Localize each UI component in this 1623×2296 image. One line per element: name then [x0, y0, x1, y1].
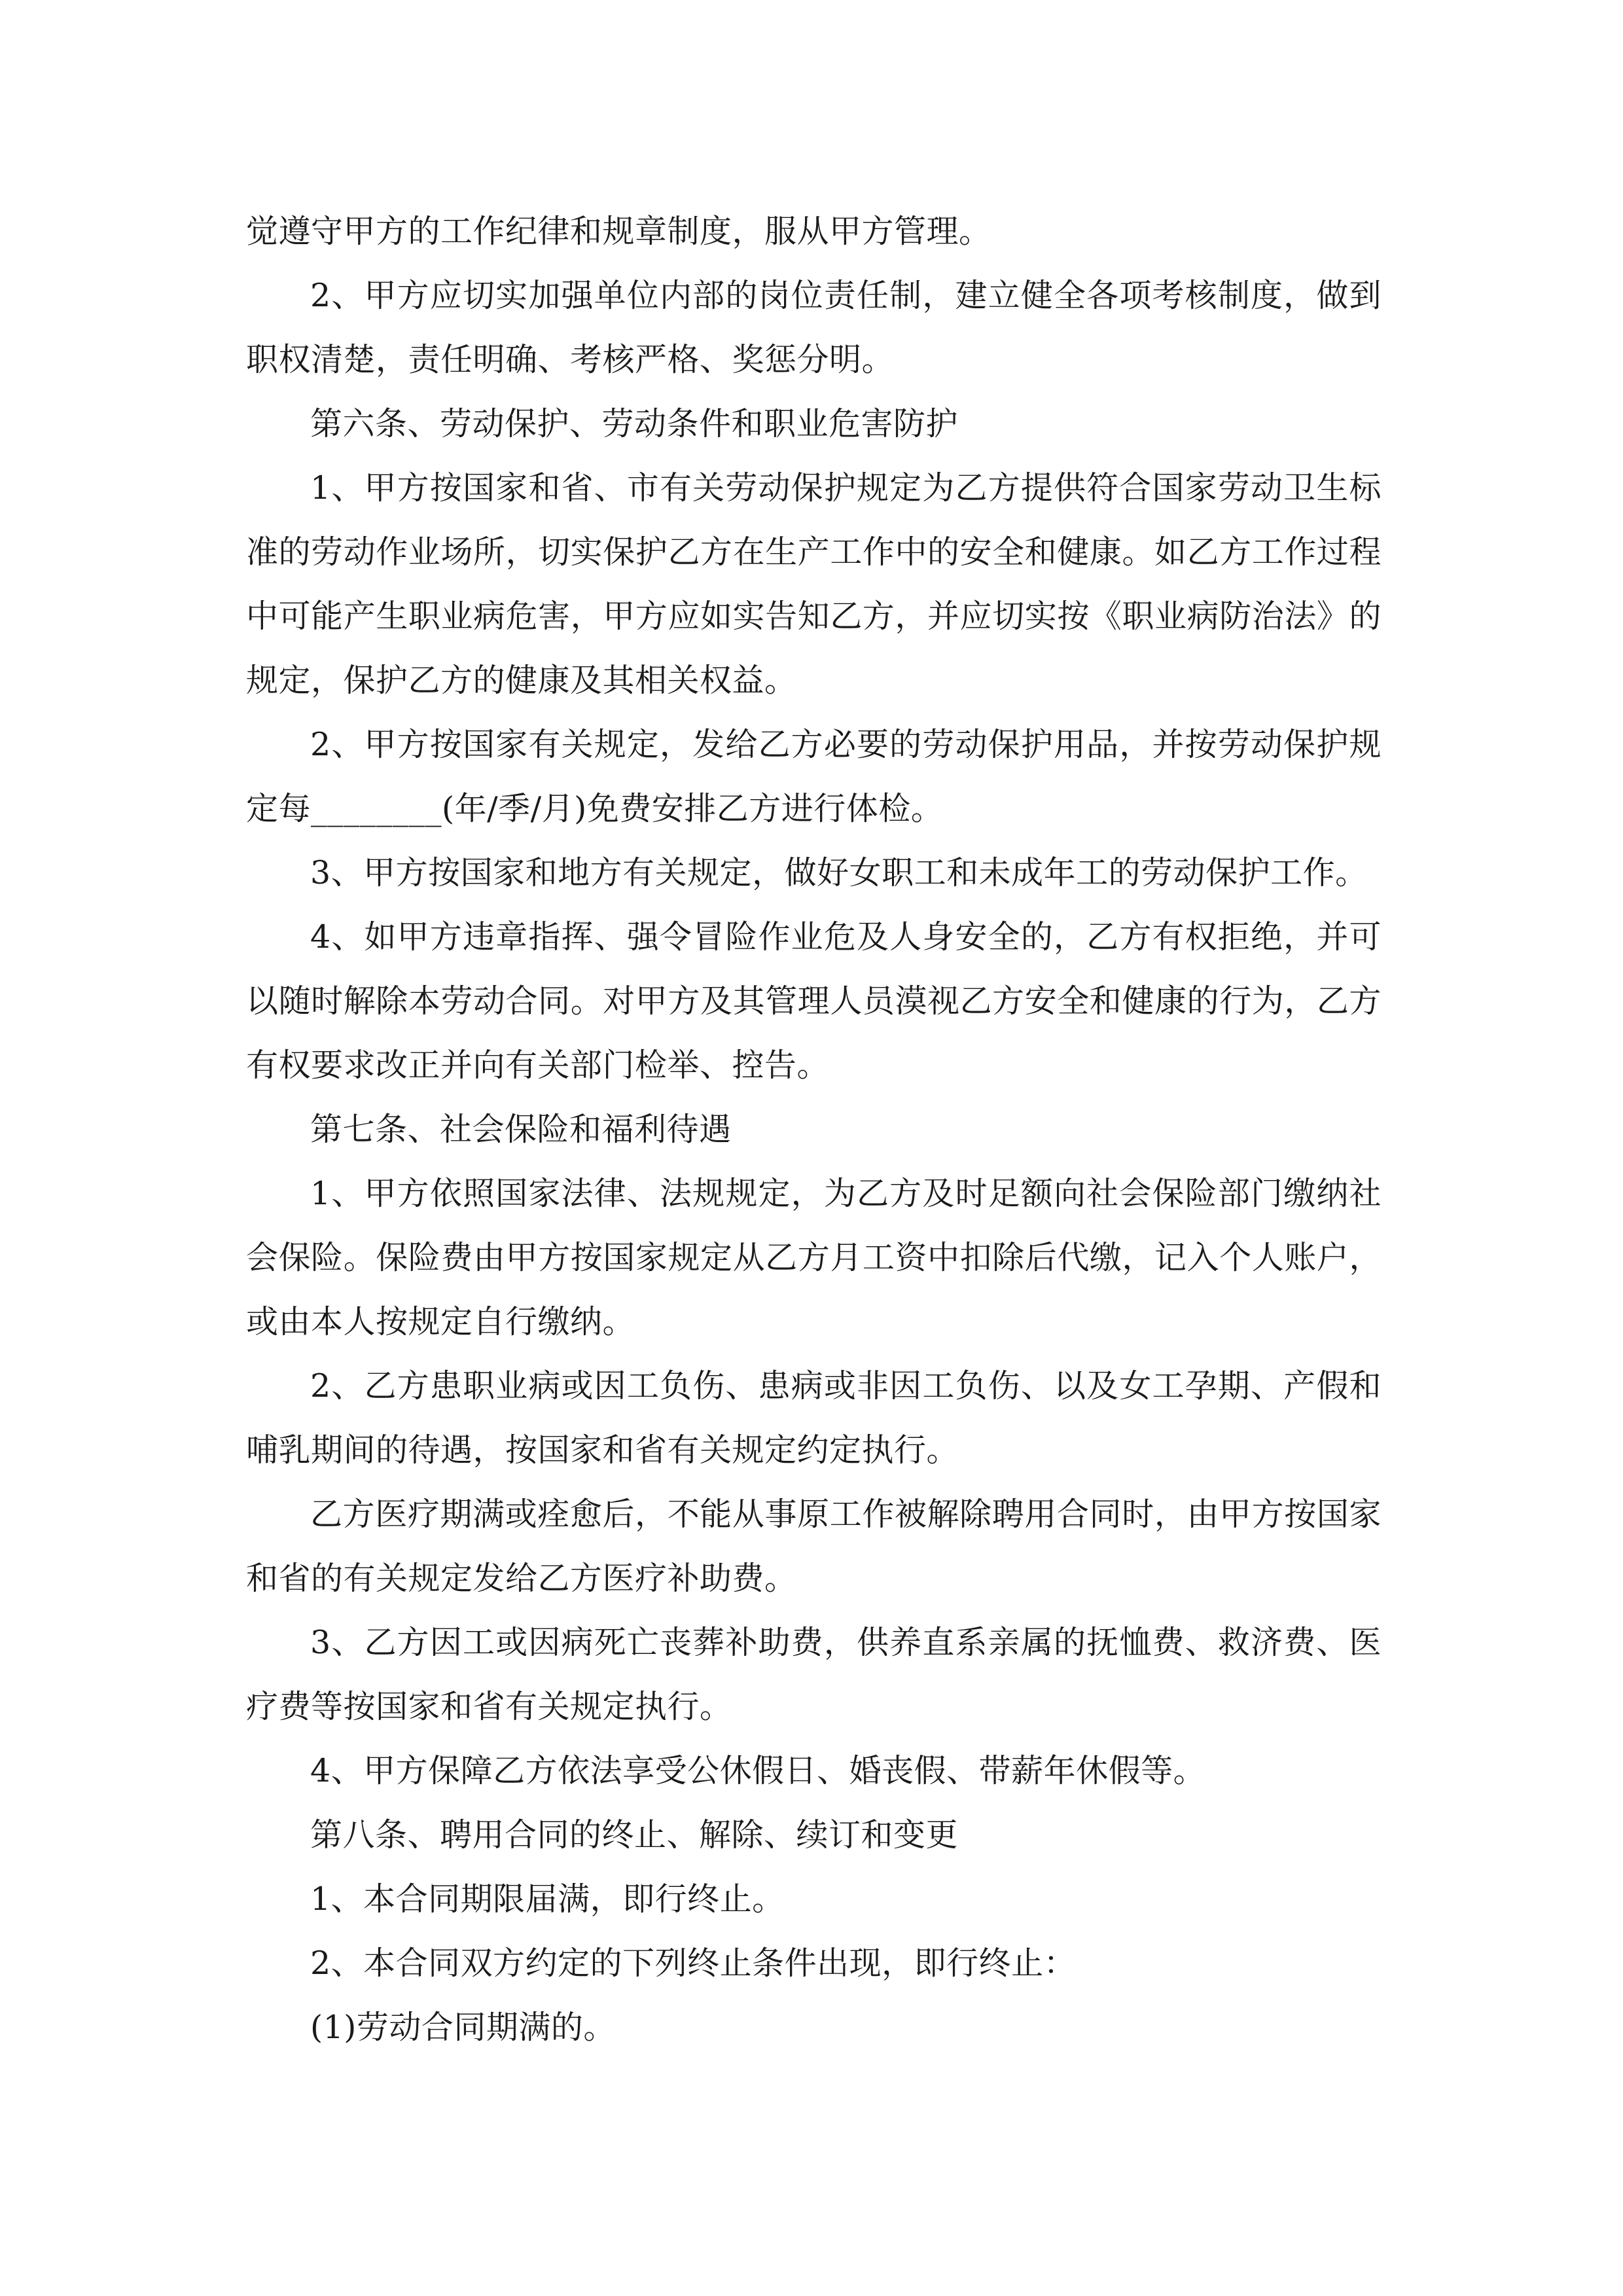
paragraph-article-7-item-1: 1、甲方依照国家法律、法规规定，为乙方及时足额向社会保险部门缴纳社会保险。保险费由甲方按国家规定从乙方月工资中扣除后代缴，记入个人账户，或由本人按规定自行缴纳。: [246, 1175, 1382, 1340]
heading-article-6: 第六条、劳动保护、劳动条件和职业危害防护: [310, 405, 959, 442]
paragraph-article-7-item-2: 2、乙方患职业病或因工负伤、患病或非因工负伤、以及女工孕期、产假和哺乳期间的待遇，按国家和省有关规定约定执行。: [246, 1367, 1382, 1469]
paragraph-clause-2-assessment: 2、甲方应切实加强单位内部的岗位责任制，建立健全各项考核制度，做到职权清楚，责任明确、考核严格、奖惩分明。: [246, 277, 1382, 378]
paragraph-article-7-item-4: 4、甲方保障乙方依法享受公休假日、婚丧假、带薪年休假等。: [310, 1752, 1206, 1789]
paragraph-article-6-item-4: 4、如甲方违章指挥、强令冒险作业危及人身安全的，乙方有权拒绝，并可以随时解除本劳动合同。对甲方及其管理人员漠视乙方安全和健康的行为，乙方有权要求改正并向有关部门检举、控告。: [246, 918, 1382, 1084]
heading-article-8: 第八条、聘用合同的终止、解除、续订和变更: [310, 1816, 959, 1854]
document-body: [246, 200, 1382, 2060]
paragraph-article-8-subitem-1: (1)劳动合同期满的。: [310, 2009, 616, 2046]
paragraph-article-8-item-1: 1、本合同期限届满，即行终止。: [310, 1880, 785, 1918]
paragraph-article-6-item-3: 3、甲方按国家和地方有关规定，做好女职工和未成年工的劳动保护工作。: [310, 854, 1368, 891]
paragraph-article-6-item-2: 2、甲方按国家有关规定，发给乙方必要的劳动保护用品，并按劳动保护规定每________(年/季/月)免费安排乙方进行体检。: [246, 726, 1382, 827]
paragraph-continuation: 觉遵守甲方的工作纪律和规章制度，服从甲方管理。: [246, 213, 991, 250]
paragraph-article-7-medical: 乙方医疗期满或痊愈后，不能从事原工作被解除聘用合同时，由甲方按国家和省的有关规定发给乙方医疗补助费。: [246, 1496, 1382, 1597]
paragraph-article-6-item-1: 1、甲方按国家和省、市有关劳动保护规定为乙方提供符合国家劳动卫生标准的劳动作业场所，切实保护乙方在生产工作中的安全和健康。如乙方工作过程中可能产生职业病危害，甲方应如实告知乙方，并应切实按《职业病防治法》的规定，保护乙方的健康及其相关权益。: [246, 469, 1382, 699]
heading-article-7: 第七条、社会保险和福利待遇: [310, 1111, 732, 1148]
paragraph-article-8-item-2: 2、本合同双方约定的下列终止条件出现，即行终止：: [310, 1945, 1077, 1982]
paragraph-article-7-item-3: 3、乙方因工或因病死亡丧葬补助费，供养直系亲属的抚恤费、救济费、医疗费等按国家和省有关规定执行。: [246, 1624, 1382, 1725]
